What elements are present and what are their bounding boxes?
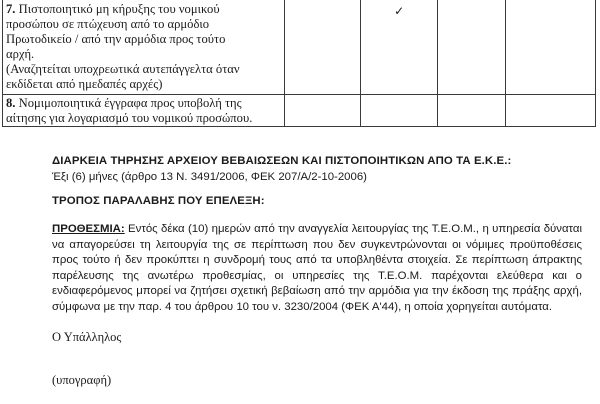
empty-cell [438, 0, 506, 95]
retention-heading: ΔΙΑΡΚΕΙΑ ΤΗΡΗΣΗΣ ΑΡΧΕΙΟΥ ΒΕΒΑΙΩΣΕΩΝ ΚΑΙ ΠΙΣΤΟΠΟΙΗΤΙΚΩΝ ΑΠΟ ΤΑ Ε.Κ.Ε.: [52, 155, 512, 167]
deadline-label: ΠΡΟΘΕΣΜΙΑ: [52, 223, 125, 235]
description-line: (Αναζητείται υποχρεωτικά αυτεπάγγελτα όταν [6, 62, 240, 76]
empty-cell [506, 95, 596, 127]
check-mark-icon: ✓ [394, 4, 405, 18]
description-line: Πιστοποιητικό μη κήρυξης του νομικού [18, 2, 220, 16]
description-line: αρχή. [6, 47, 35, 61]
empty-cell [506, 0, 596, 95]
description-line: Νομιμοποιητικά έγγραφα προς υποβολή της [18, 96, 242, 110]
description-line: εκδίδεται από ημεδαπές αρχές) [6, 77, 163, 91]
document-description-cell [3, 95, 285, 127]
document-description-cell [3, 0, 285, 95]
official-title: Ο Υπάλληλος [52, 330, 122, 344]
table-row [3, 0, 596, 95]
empty-cell [284, 95, 360, 127]
row-number: 8. [6, 96, 16, 110]
receipt-method-heading: ΤΡΟΠΟΣ ΠΑΡΑΛΑΒΗΣ ΠΟΥ ΕΠΕΛΕΞΗ: [52, 195, 265, 207]
documents-table [2, 0, 596, 127]
description-line: αίτησης για λογαριασμό του νομικού προσώπου. [6, 111, 253, 125]
empty-cell [438, 95, 506, 127]
check-cell [361, 0, 438, 95]
empty-cell [361, 95, 438, 127]
table-row [3, 95, 596, 127]
description-line: Πρωτοδικείο / από την αρμόδια προς τούτο [6, 32, 226, 46]
empty-cell [284, 0, 360, 95]
row-number: 7. [6, 2, 16, 16]
description-line: προσώπου σε πτώχευση από το αρμόδιο [6, 17, 210, 31]
deadline-text: Εντός δέκα (10) ημερών από την αναγγελία λειτουργίας της Τ.Ε.Ο.Μ., η υπηρεσία δύναται να απαγορεύσει τη λειτουργία της σε περίπτωση που δεν συγκεντρώνονται οι νόμιμες προϋποθέσεις προς τούτο ή δεν προκύπτει η συνδρομή τους από τα υποβληθέντα στοιχεία. Σε περίπτωση άπρακτης παρέλευσης της ανωτέρω προθεσμίας, οι υπηρεσίες της Τ.Ε.Ο.Μ. παρέχονται ελεύθερα και ο ενδιαφερόμενος μπορεί να ζητήσει σχετική βεβαίωση από την αρμόδια για την έκδοση της πράξης αρχή, σύμφωνα με την παρ. 4 του άρθρου 10 του ν. 3230/2004 (ΦΕΚ Α'44), η οποία χορηγείται αυτόματα. [52, 223, 582, 313]
deadline-paragraph [52, 222, 582, 316]
signature-label: (υπογραφή) [52, 373, 112, 387]
retention-period: Έξι (6) μήνες (άρθρο 13 Ν. 3491/2006, ΦΕΚ 207/Α/2-10-2006) [52, 171, 367, 183]
